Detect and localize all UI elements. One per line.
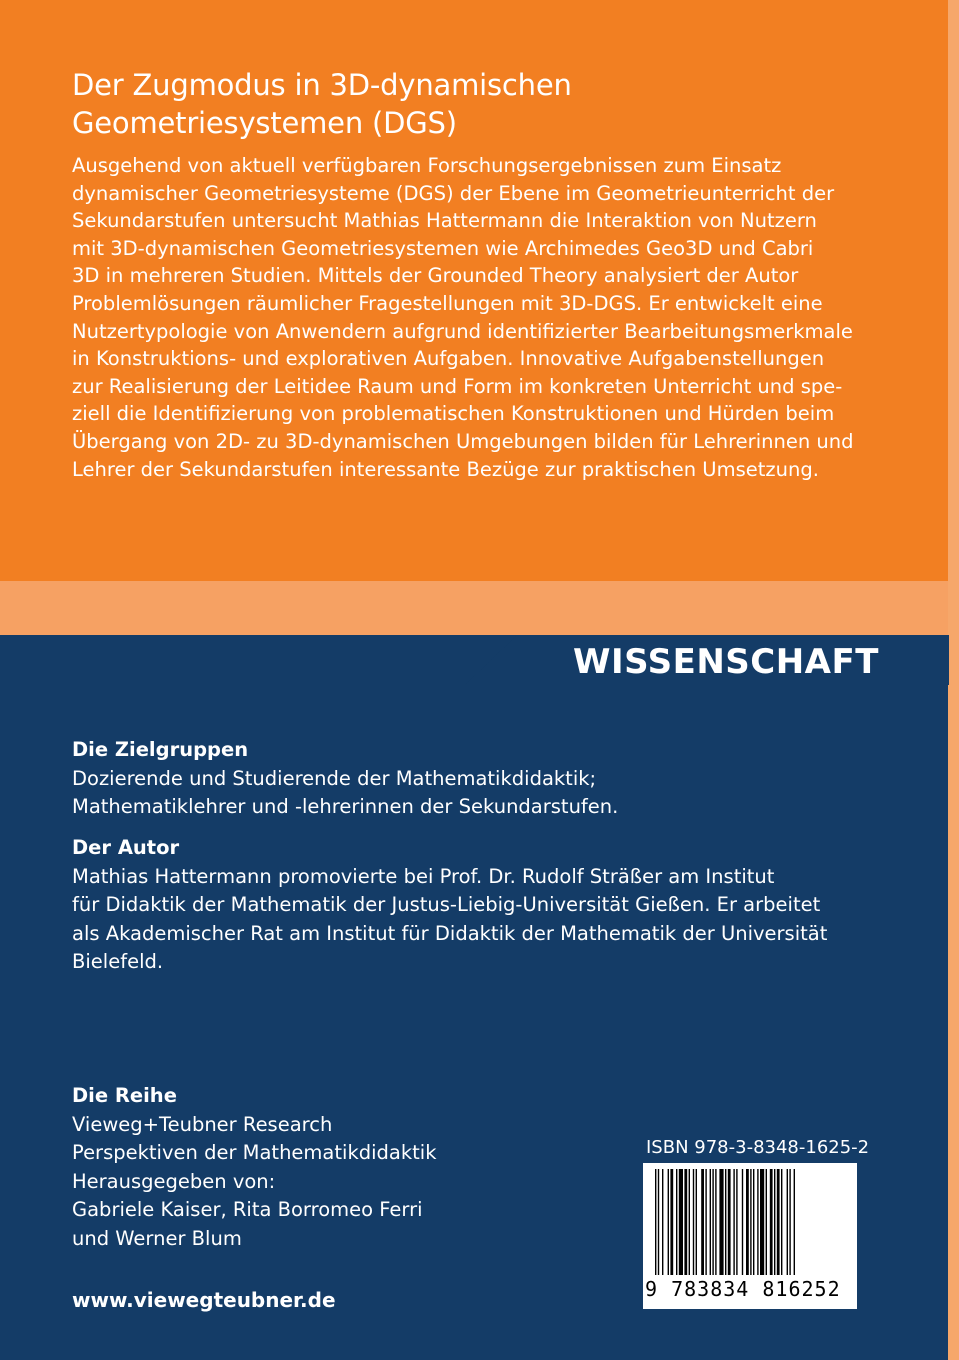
reihe-line: und Werner Blum (72, 1226, 242, 1250)
barcode-bar (787, 1169, 788, 1275)
barcode-bar (712, 1169, 713, 1275)
description-line: Ausgehend von aktuell verfügbaren Forschungsergebnissen zum Einsatz (72, 154, 782, 177)
barcode-bar (766, 1169, 767, 1275)
isbn-label: ISBN 978-3-8348-1625-2 (646, 1137, 870, 1158)
autor-heading: Der Autor (72, 836, 180, 859)
barcode-bar (736, 1169, 737, 1275)
reihe-line: Gabriele Kaiser, Rita Borromeo Ferri (72, 1198, 423, 1221)
reihe-section (72, 1082, 437, 1253)
description-line: dynamischer Geometriesysteme (DGS) der Ebene im Geometrieunterricht der (72, 181, 835, 205)
book-description (72, 152, 872, 483)
autor-line: als Akademischer Rat am Institut für Didaktik der Mathematik der Universität (72, 921, 828, 945)
barcode-bars (655, 1169, 847, 1275)
barcode-bar (742, 1169, 743, 1275)
description-line: Sekundarstufen untersucht Mathias Hattermann die Interaktion von Nutzern (72, 209, 817, 233)
reihe-line: Herausgegeben von: (72, 1169, 276, 1193)
spine-edge-strip (948, 0, 959, 1360)
barcode-bar (794, 1169, 795, 1275)
autor-line: Mathias Hattermann promovierte bei Prof. Dr. Rudolf Sträßer am Institut (72, 864, 775, 888)
description-line: Problemlösungen räumlicher Fragestellungen mit 3D-DGS. Er entwickelt eine (72, 291, 823, 315)
barcode-bar (679, 1169, 683, 1275)
description-line: Nutzertypologie von Anwendern aufgrund identifizierter Bearbeitungsmerkmale (72, 319, 853, 343)
barcode (643, 1163, 857, 1309)
barcode-bar (760, 1169, 764, 1275)
barcode-bar (693, 1169, 694, 1275)
autor-line: Bielefeld. (72, 950, 164, 973)
barcode-bar (715, 1169, 716, 1275)
zielgruppen-line: Mathematiklehrer und -lehrerinnen der Sekundarstufen. (72, 795, 619, 818)
book-title (72, 66, 892, 142)
barcode-bar (701, 1169, 704, 1275)
autor-section (72, 834, 827, 977)
barcode-bar (689, 1169, 690, 1275)
barcode-bar (753, 1169, 754, 1275)
title-line: Der Zugmodus in 3D-dynamischen (72, 68, 572, 102)
reihe-heading: Die Reihe (72, 1084, 177, 1107)
zielgruppen-section (72, 736, 618, 822)
description-line: Übergang von 2D- zu 3D-dynamischen Umgebungen bilden für Lehrerinnen und (72, 429, 854, 453)
publisher-website: www.viewegteubner.de (72, 1288, 336, 1312)
autor-line: für Didaktik der Mathematik der Justus-Liebig-Universität Gießen. Er arbeitet (72, 893, 821, 916)
barcode-bar (710, 1169, 711, 1275)
barcode-number: 9 783834 816252 (645, 1277, 841, 1301)
barcode-bar (777, 1169, 780, 1275)
description-line: 3D in mehreren Studien. Mittels der Grounded Theory analysiert der Autor (72, 264, 799, 288)
barcode-bar (670, 1169, 673, 1275)
title-line: Geometriesystemen (DGS) (72, 106, 457, 140)
reihe-line: Vieweg+Teubner Research (72, 1112, 333, 1136)
reihe-line: Perspektiven der Mathematikdidaktik (72, 1141, 437, 1164)
barcode-bar (662, 1169, 663, 1275)
description-line: Lehrer der Sekundarstufen interessante Bezüge zur praktischen Umsetzung. (72, 457, 819, 481)
barcode-bar (781, 1169, 782, 1275)
barcode-bar (750, 1169, 751, 1275)
barcode-bar (719, 1169, 723, 1275)
barcode-bar (757, 1169, 758, 1275)
barcode-bar (789, 1169, 790, 1275)
barcode-bar (770, 1169, 773, 1275)
series-banner-label: WISSENSCHAFT (573, 642, 879, 682)
description-line: mit 3D-dynamischen Geometriesystemen wie Archimedes Geo3D und Cabri (72, 236, 814, 260)
description-line: ziell die Identifizierung von problematischen Konstruktionen und Hürden beim (72, 402, 835, 426)
description-line: zur Realisierung der Leitidee Raum und Form im konkreten Unterricht und spe- (72, 374, 843, 398)
barcode-bar (655, 1169, 656, 1275)
barcode-bar (728, 1169, 731, 1275)
barcode-bar (676, 1169, 677, 1275)
barcode-bar (705, 1169, 706, 1275)
barcode-bar (733, 1169, 734, 1275)
barcode-bar (684, 1169, 687, 1275)
barcode-bar (746, 1169, 749, 1275)
description-line: in Konstruktions- und explorativen Aufgaben. Innovative Aufgabenstellungen (72, 347, 825, 371)
barcode-bar (658, 1169, 659, 1275)
zielgruppen-line: Dozierende und Studierende der Mathematikdidaktik; (72, 766, 597, 790)
barcode-bar (774, 1169, 775, 1275)
barcode-bar (696, 1169, 697, 1275)
zielgruppen-heading: Die Zielgruppen (72, 738, 249, 761)
barcode-bar (668, 1169, 669, 1275)
barcode-bar (725, 1169, 726, 1275)
